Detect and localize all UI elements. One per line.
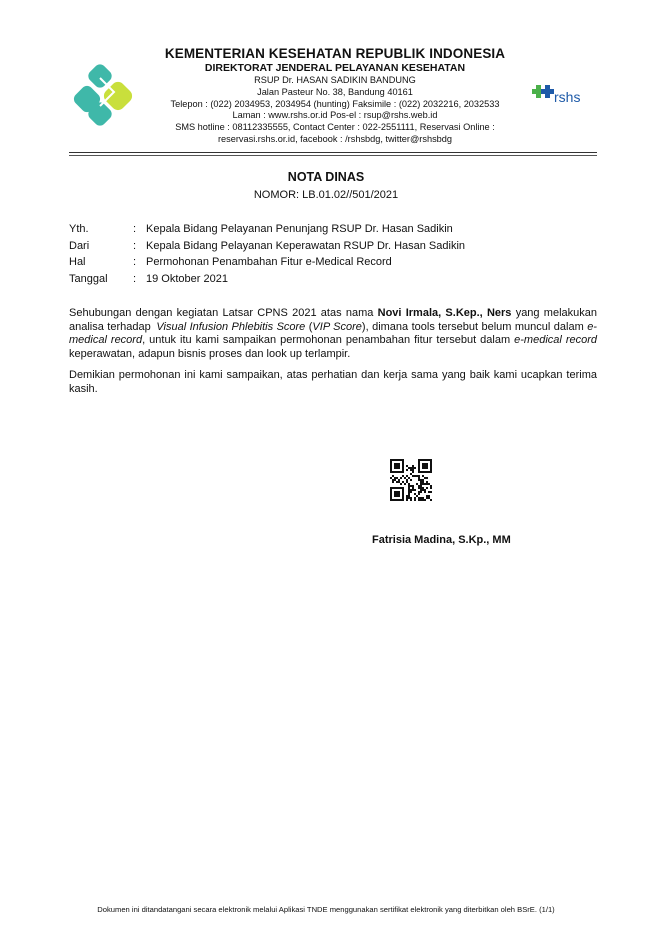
meta-key: Dari <box>69 239 90 252</box>
letterhead <box>140 46 530 146</box>
meta-separator: : <box>133 239 137 252</box>
text-run: yang melakukan analisa terhadap <box>69 307 597 333</box>
meta-row-from <box>69 238 586 255</box>
phone-line: Telepon : (022) 2034953, 2034954 (hunting) Faksimile : (022) 2032216, 2032533 <box>170 98 500 109</box>
document-number: NOMOR: LB.01.02//501/2021 <box>253 189 399 201</box>
text-run: Sehubungan dengan kegiatan Latsar CPNS 2021 atas nama <box>69 307 378 319</box>
meta-key: Yth. <box>69 223 89 235</box>
meta-row-subject <box>69 254 586 271</box>
meta-separator: : <box>133 272 137 285</box>
hospital-name: RSUP Dr. HASAN SADIKIN BANDUNG <box>254 75 416 85</box>
text-run: keperawatan, adapun bisnis proses dan look up terlampir. <box>69 347 351 360</box>
emr-term: e-medical record <box>514 334 598 347</box>
text-run: , untuk itu kami sampaikan permohonan penambahan fitur tersebut dalam <box>142 334 515 347</box>
meta-row-to <box>69 221 586 238</box>
participant-name: Novi Irmala, S.Kep., Ners <box>377 307 512 319</box>
meta-value: Permohonan Penambahan Fitur e-Medical Record <box>146 256 392 268</box>
meta-row-date <box>69 271 586 288</box>
text-run: ), dimana tools tersebut belum muncul dalam <box>361 320 588 333</box>
meta-value: 19 Oktober 2021 <box>146 272 228 285</box>
kemenkes-logo-icon <box>70 60 134 128</box>
signer-name: Fatrisia Madina, S.Kp., MM <box>372 534 511 546</box>
header-rule-thick <box>69 152 597 153</box>
emr-term: e-medical record <box>69 320 597 347</box>
text-run: ( <box>305 320 313 333</box>
body-paragraph-1 <box>69 307 597 361</box>
web-line: Laman : www.rshs.or.id Pos-el : rsup@rshs.web.id <box>232 110 438 121</box>
vip-abbreviation: VIP Score <box>312 320 362 333</box>
ministry-name: KEMENTERIAN KESEHATAN REPUBLIK INDONESIA <box>164 46 506 61</box>
rshs-logo-icon <box>532 82 598 106</box>
header-rule-thin <box>69 155 597 156</box>
rshs-brand-text: rshs <box>554 89 581 105</box>
directorate-name: DIREKTORAT JENDERAL PELAYANAN KESEHATAN <box>204 62 466 74</box>
qr-code-icon <box>390 459 432 501</box>
document-title: NOTA DINAS <box>287 170 365 184</box>
meta-key: Tanggal <box>69 272 108 285</box>
meta-separator: : <box>133 223 137 235</box>
meta-key: Hal <box>69 256 86 268</box>
vip-term: Visual Infusion Phlebitis Score <box>156 320 306 333</box>
meta-value: Kepala Bidang Pelayanan Keperawatan RSUP Dr. Hasan Sadikin <box>146 239 465 252</box>
body-paragraph-2: Demikian permohonan ini kami sampaikan, atas perhatian dan kerja sama yang baik kami ucapkan terima kasih. <box>69 369 597 395</box>
social-line: reservasi.rshs.or.id, facebook : /rshsbdg, twitter@rshsbdg <box>217 133 452 144</box>
meta-value: Kepala Bidang Pelayanan Penunjang RSUP Dr. Hasan Sadikin <box>146 223 453 235</box>
footer-note: Dokumen ini ditandatangani secara elektronik melalui Aplikasi TNDE menggunakan sertifikat elektronik yang diterbitkan oleh BSrE. (1/1) <box>97 905 555 914</box>
meta-separator: : <box>133 256 137 268</box>
sms-line: SMS hotline : 08112335555, Contact Center : 022-2551111, Reservasi Online : <box>175 122 495 133</box>
memo-meta <box>69 221 586 287</box>
hospital-address: Jalan Pasteur No. 38, Bandung 40161 <box>257 86 413 97</box>
